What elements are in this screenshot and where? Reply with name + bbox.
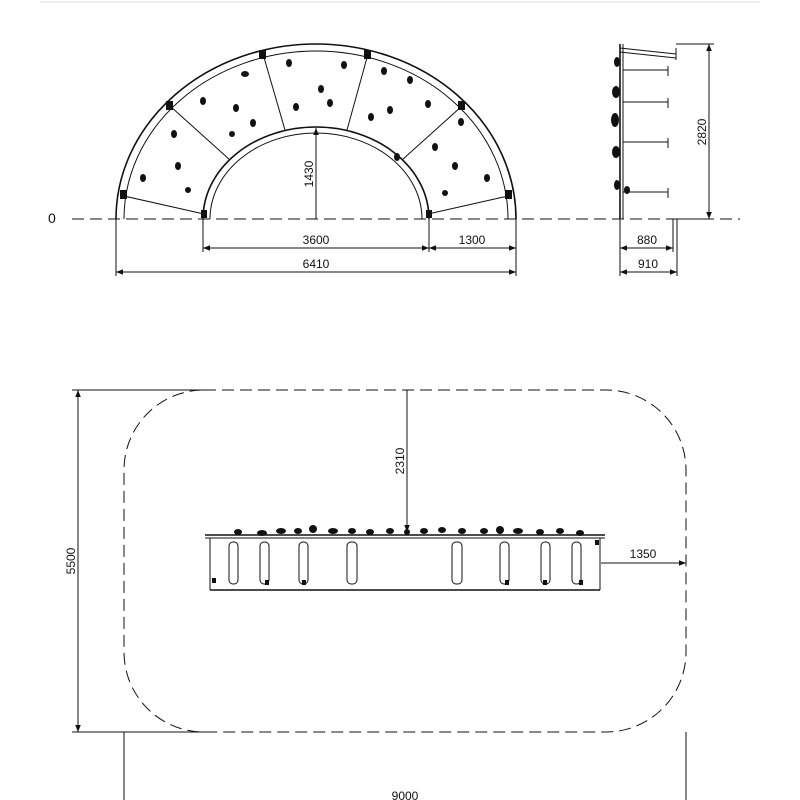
dim-zone-length-label: 9000 (391, 789, 419, 800)
plan-structure (205, 525, 605, 590)
dim-depth-inner-label: 880 (636, 233, 658, 247)
dim-overall-width-label: 6410 (302, 257, 330, 271)
safety-zone-outline (124, 390, 686, 732)
dim-side-height-label: 2820 (695, 118, 709, 146)
zero-label: 0 (48, 210, 56, 226)
side-view (611, 44, 714, 276)
dim-ring-width-label: 1300 (458, 233, 486, 247)
dim-side-clearance-label: 1350 (629, 547, 657, 561)
dim-front-clearance-label: 2310 (393, 447, 407, 475)
dim-inner-height-label: 1430 (302, 160, 316, 188)
side-brackets (623, 66, 668, 198)
dim-inner-span-label: 3600 (302, 233, 330, 247)
plan-view (64, 390, 686, 800)
dim-depth-outer-label: 910 (637, 257, 659, 271)
dim-zone-depth-label: 5500 (64, 547, 78, 575)
